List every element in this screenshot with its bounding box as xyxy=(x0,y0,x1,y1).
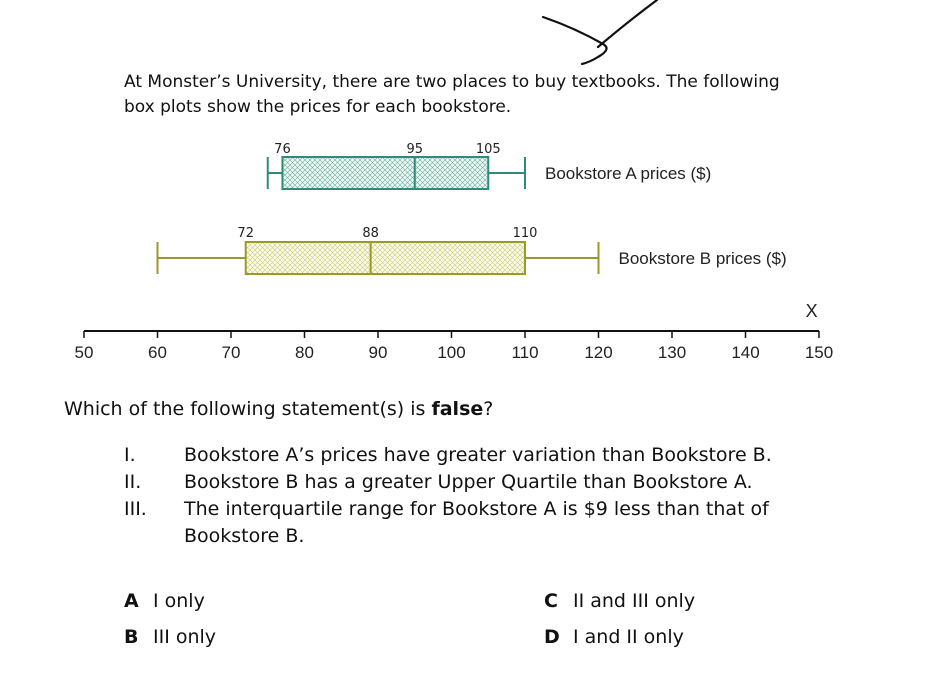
choice-text: III only xyxy=(153,626,217,648)
box-value-label: 72 xyxy=(237,226,254,241)
statement-number: II. xyxy=(124,471,142,493)
axis-tick-label: 120 xyxy=(584,343,613,362)
series-name-label: Bookstore A prices ($) xyxy=(545,164,712,183)
box-plot-series xyxy=(268,142,712,189)
choice-letter: C xyxy=(544,590,558,612)
question-prefix: Which of the following statement(s) is xyxy=(64,398,432,420)
axis-tick-label: 90 xyxy=(368,343,388,362)
box-value-label: 105 xyxy=(475,142,501,157)
question-suffix: ? xyxy=(483,398,494,420)
axis-tick-label: 140 xyxy=(731,343,760,362)
axis-tick-label: 50 xyxy=(74,343,94,362)
axis-tick-label: 80 xyxy=(295,343,314,362)
intro-line-2: box plots show the prices for each bookstore. xyxy=(124,97,512,117)
box-value-label: 88 xyxy=(362,226,379,241)
intro-line-1: At Monster’s University, there are two places to buy textbooks. The following xyxy=(124,72,780,92)
choice-letter: A xyxy=(124,590,139,612)
choice-text: I only xyxy=(153,590,205,612)
axis-label: X xyxy=(805,301,818,321)
box-iqr xyxy=(282,157,488,189)
statement-number: I. xyxy=(124,444,136,466)
choice-text: I and II only xyxy=(573,626,684,648)
statement-text: Bookstore B has a greater Upper Quartile than Bookstore A. xyxy=(184,471,753,493)
statement-number: III. xyxy=(124,498,147,520)
box-value-label: 95 xyxy=(406,142,424,157)
choice-text: II and III only xyxy=(573,590,696,612)
box-value-label: 110 xyxy=(512,226,538,241)
axis-tick-label: 100 xyxy=(437,343,466,362)
axis-tick-label: 60 xyxy=(148,343,167,362)
question-text xyxy=(64,398,493,420)
axis-tick-label: 130 xyxy=(657,343,687,362)
box-iqr xyxy=(246,242,525,274)
axis-tick-label: 70 xyxy=(221,343,241,362)
question-bold-word: false xyxy=(431,398,484,420)
axis-tick-label: 110 xyxy=(511,343,539,362)
answer-choice-b[interactable] xyxy=(124,626,216,648)
box-value-label: 76 xyxy=(274,142,291,157)
answer-choice-d[interactable] xyxy=(544,626,684,648)
series-name-label: Bookstore B prices ($) xyxy=(618,249,787,268)
choice-letter: B xyxy=(124,626,139,648)
box-plot-series xyxy=(158,226,787,274)
axis-tick-label: 150 xyxy=(804,343,834,362)
choice-letter: D xyxy=(544,626,560,648)
statement-text: Bookstore A’s prices have greater variation than Bookstore B. xyxy=(184,444,772,466)
answer-choice-a[interactable] xyxy=(124,590,205,612)
answer-choice-c[interactable] xyxy=(544,590,695,612)
statement-text: The interquartile range for Bookstore A is $9 less than that of Bookstore B. xyxy=(184,498,769,547)
